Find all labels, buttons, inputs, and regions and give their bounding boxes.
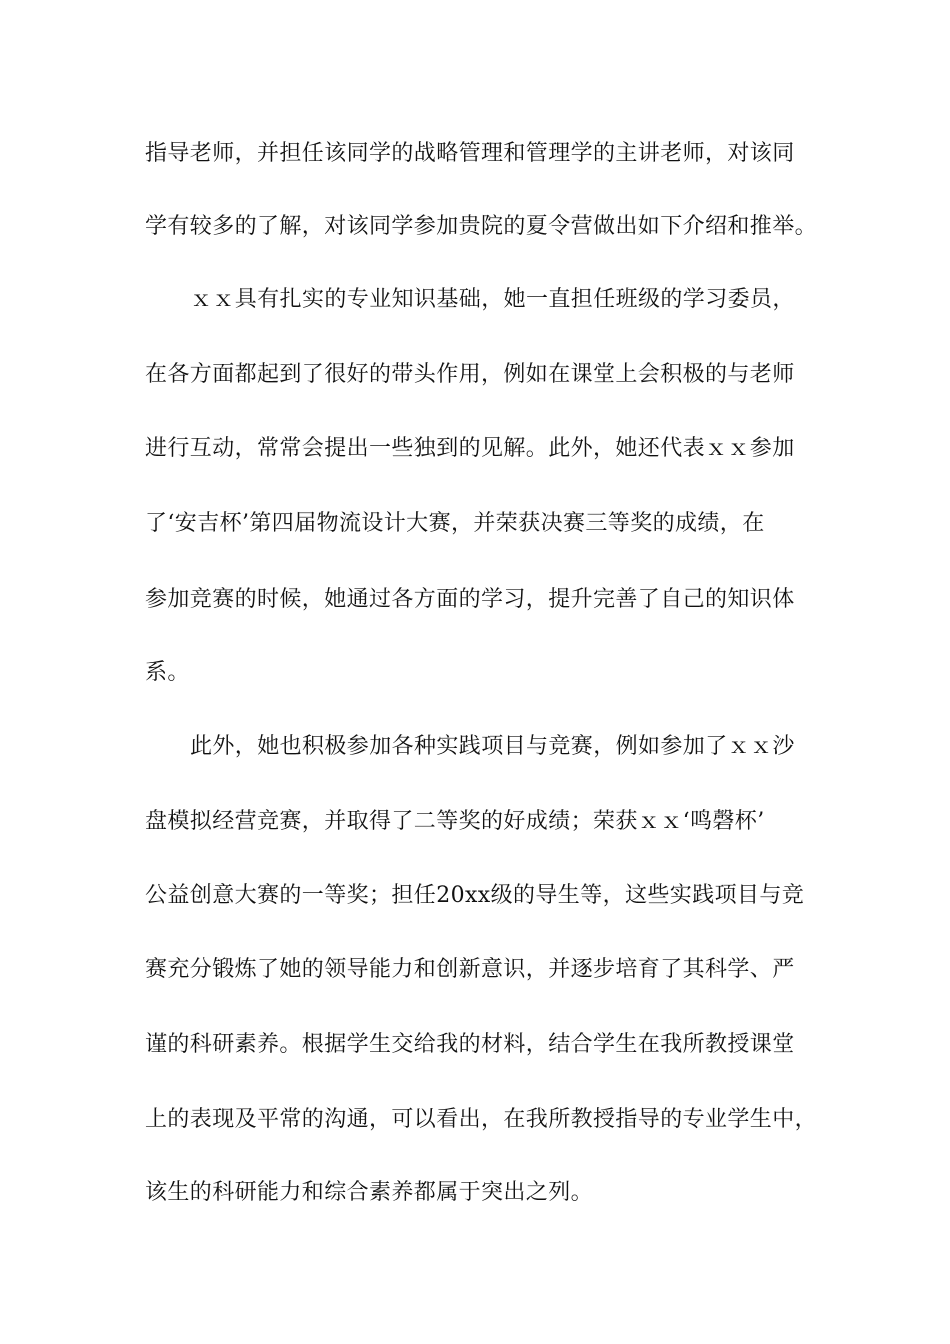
text-line: 在各方面都起到了很好的带头作用，例如在课堂上会积极的与老师 xyxy=(145,362,795,387)
text-line: 学有较多的了解，对该同学参加贵院的夏令营做出如下介绍和推举。 xyxy=(145,214,818,239)
text-line: 上的表现及平常的沟通，可以看出，在我所教授指导的专业学生中， xyxy=(145,1107,818,1132)
text-line: 进行互动，常常会提出一些独到的见解。此外，她还代表ｘｘ参加 xyxy=(145,436,795,461)
text-line: 参加竞赛的时候，她通过各方面的学习，提升完善了自己的知识体 xyxy=(145,587,795,612)
text-line: 公益创意大赛的一等奖；担任20xx级的导生等，这些实践项目与竞 xyxy=(145,883,805,908)
text-line: 该生的科研能力和综合素养都属于突出之列。 xyxy=(145,1180,594,1205)
text-line: 指导老师，并担任该同学的战略管理和管理学的主讲老师，对该同 xyxy=(145,141,795,166)
text-line: 系。 xyxy=(145,660,190,685)
paragraph-start-line: 此外，她也积极参加各种实践项目与竞赛，例如参加了ｘｘ沙 xyxy=(190,734,795,759)
text-line: 谨的科研素养。根据学生交给我的材料，结合学生在我所教授课堂 xyxy=(145,1032,795,1057)
paragraph-start-line: ｘｘ具有扎实的专业知识基础，她一直担任班级的学习委员， xyxy=(190,287,795,312)
text-line: 赛充分锻炼了她的领导能力和创新意识，并逐步培育了其科学、严 xyxy=(145,957,795,982)
text-line: 了‘安吉杯’第四届物流设计大赛，并荣获决赛三等奖的成绩，在 xyxy=(145,511,765,536)
text-line: 盘模拟经营竞赛，并取得了二等奖的好成绩；荣获ｘｘ‘鸣磬杯’ xyxy=(145,809,765,834)
